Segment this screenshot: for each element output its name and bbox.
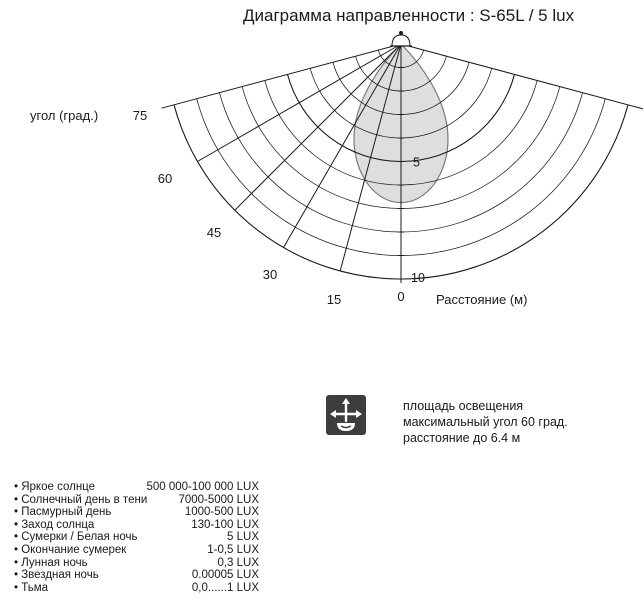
lamp-spread-icon [326,395,366,435]
angle-axis-label: угол (град.) [30,108,99,123]
lux-row [14,494,259,507]
lux-condition: • Звездная ночь [14,569,99,582]
coverage-info-line: расстояние до 6.4 м [403,431,521,445]
angle-label-45: 45 [206,225,222,240]
angle-label-0: 0 [397,289,405,304]
diagram-title: Диаграмма направленности : S-65L / 5 lux [243,6,575,25]
lux-condition: • Окончание сумерек [14,544,126,557]
coverage-info-line: максимальный угол 60 град. [403,415,568,429]
lux-value: 1-0,5 LUX [207,543,259,556]
lux-row [14,481,259,494]
angle-label-75: 75 [132,108,148,123]
lux-condition: • Лунная ночь [14,557,88,570]
lux-condition: • Тьма [14,582,48,595]
lux-value: 0.00005 LUX [191,569,259,582]
lux-condition: • Яркое солнце [14,481,95,494]
lux-row [14,531,259,544]
lux-reference-table [14,481,259,594]
angle-label-60: 60 [157,171,173,186]
lux-row [14,582,259,595]
lux-value: 5 LUX [227,531,259,544]
distance-axis-label: Расстояние (м) [436,292,528,307]
lux-condition: • Сумерки / Белая ночь [14,531,137,544]
lux-value: 0,0......1 LUX [191,581,259,594]
lux-value: 7000-5000 LUX [178,493,259,506]
lux-row [14,569,259,582]
angle-label-15: 15 [326,292,342,307]
lux-row [14,544,259,557]
coverage-info [403,398,568,446]
lux-value: 1000-500 LUX [184,506,259,519]
sensor-head-icon [392,35,410,46]
sensor-mount [399,31,403,35]
lux-condition: • Заход солнца [14,519,94,532]
lux-row [14,557,259,570]
lux-value: 500 000-100 000 LUX [146,481,259,493]
coverage-info-line: площадь освещения [403,399,524,413]
lux-row [14,506,259,519]
lux-value: 0,3 LUX [217,556,259,569]
lux-value: 130-100 LUX [191,518,259,531]
distance-label-5: 5 [413,155,420,170]
lux-condition: • Пасмурный день [14,506,111,519]
lux-row [14,519,259,532]
distance-label-10: 10 [411,271,425,285]
lux-condition: • Солнечный день в тени [14,494,147,507]
angle-label-30: 30 [262,267,278,282]
